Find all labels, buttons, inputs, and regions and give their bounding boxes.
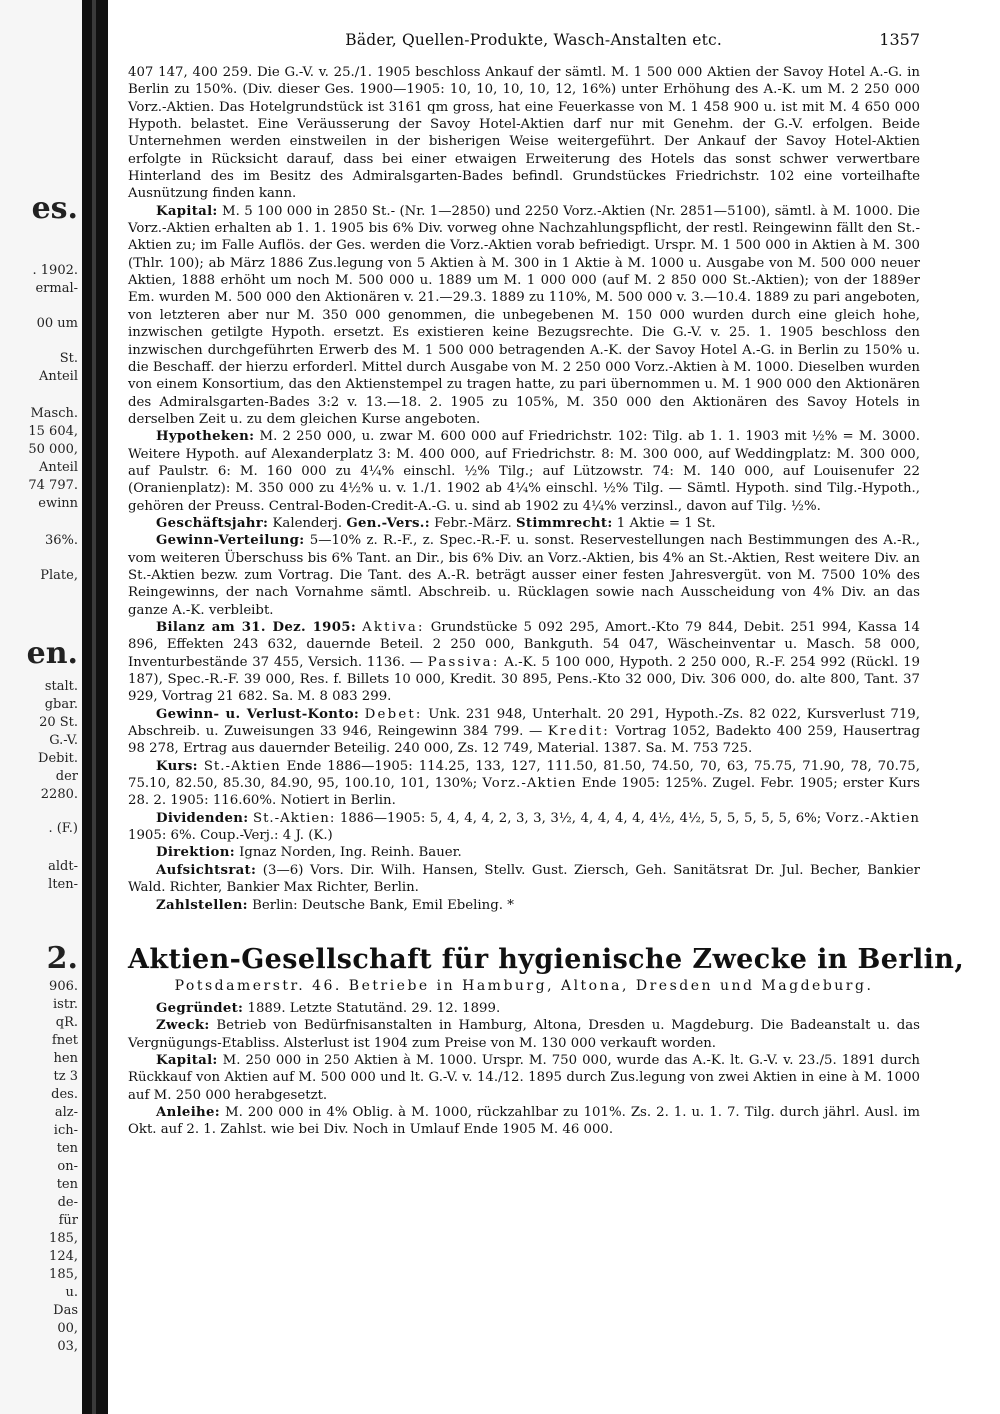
facing-page-text: de-	[57, 1195, 78, 1210]
bilanz-passiva-label: Passiva:	[427, 654, 500, 670]
facing-page-text: en.	[26, 636, 78, 671]
scan-gutter-line	[92, 0, 96, 1414]
guv-kredit-text: Vortrag 1052, Badekto 400 259, Hausertrag 98 278, Ertrag aus dauernder Beteilig. 240 000, Zs. 12 749, Material. 1387. Sa. M. 753 725.	[128, 724, 920, 757]
bilanz-label: Bilanz am 31. Dez. 1905:	[156, 620, 357, 635]
aufsichtsrat-text: (3—6) Vors. Dir. Wilh. Hansen, Stellv. Gust. Ziersch, Geh. Sanitätsrat Dr. Jul. Becher, Bankier Wald. Richter, Bankier Max Richter, Berlin.	[128, 862, 921, 896]
kurs-vorz-label: Vorz.-Aktien	[482, 776, 577, 792]
facing-page-text: Anteil	[39, 369, 78, 384]
facing-page-text: on-	[57, 1159, 78, 1174]
gewinnverteilung-paragraph	[128, 532, 920, 619]
facing-page-text: 124,	[49, 1249, 78, 1264]
kapital2-text: M. 250 000 in 250 Aktien à M. 1000. Urspr. M. 750 000, wurde das A.-K. lt. G.-V. v. 23./5. 1891 durch Rückkauf von Aktien auf M. 500 000 und lt. G.-V. v. 14./12. 1895 durch Zus.legung von zwei Aktien in eine à M. 1000 auf M. 250 000 herabgesetzt.	[128, 1052, 920, 1103]
facing-page-text: 2280.	[40, 787, 78, 802]
dividenden-st-text: 1886—1905: 5, 4, 4, 4, 2, 3, 3, 3½, 4, 4, 4, 4, 4½, 4½, 5, 5, 5, 5, 5, 6%;	[339, 810, 822, 826]
facing-page-text: fnet	[51, 1033, 78, 1048]
bilanz-passiva-text: A.-K. 5 100 000, Hypoth. 2 250 000, R.-F. 254 992 (Rückl. 19 187), Spec.-R.-F. 39 000, Res. f. Billets 10 000, Kredit. 30 895, Pens.-Kto 32 000, Div. 306 000, do. alte 800, Tant. 37 929, Vortrag 21 682. Sa. M. 8 083 299.	[128, 654, 920, 705]
section-hygienische-zwecke	[128, 1000, 920, 1139]
facing-page-text: 50 000,	[28, 442, 78, 457]
facing-page-text: tz 3	[53, 1069, 78, 1084]
kapital2-label: Kapital:	[156, 1052, 218, 1068]
section-admiralsgarten	[128, 64, 920, 914]
facing-page-text: 185,	[49, 1231, 78, 1246]
kapital2-paragraph	[128, 1052, 920, 1104]
dividenden-paragraph	[128, 810, 920, 845]
facing-page-text: lten-	[48, 877, 78, 892]
geschaeftsjahr-paragraph	[128, 515, 920, 532]
gewinnverteilung-label: Gewinn-Verteilung:	[156, 533, 305, 549]
dividenden-vorz-label: Vorz.-Aktien	[825, 810, 921, 826]
zweck-paragraph	[128, 1017, 920, 1052]
running-title: Bäder, Quellen-Produkte, Wasch-Anstalten etc.	[345, 31, 723, 49]
stimmrecht-text: 1 Aktie = 1 St.	[616, 515, 716, 531]
facing-page-text: 185,	[49, 1267, 78, 1282]
guv-label: Gewinn- u. Verlust-Konto:	[156, 706, 360, 722]
facing-page-text: St.	[59, 351, 78, 366]
zahlstellen-text: Berlin: Deutsche Bank, Emil Ebeling. *	[252, 897, 514, 913]
direktion-text: Ignaz Norden, Ing. Reinh. Bauer.	[239, 845, 462, 861]
facing-page-fragment	[0, 0, 82, 1414]
facing-page-text: 00,	[57, 1321, 78, 1336]
direktion-label: Direktion:	[156, 845, 235, 861]
facing-page-text: Masch.	[30, 406, 78, 421]
facing-page-text: 03,	[57, 1339, 78, 1354]
kurs-label: Kurs:	[156, 758, 198, 774]
dividenden-label: Dividenden:	[156, 810, 249, 826]
kurs-st-text: Ende 1886—1905: 114.25, 133, 127, 111.50, 81.50, 74.50, 70, 63, 75.75, 71.90, 78, 70.75, 75.10, 82.50, 85.30, 84.90, 95, 100.10, 101, 130%;	[128, 758, 920, 792]
facing-page-text: es.	[31, 191, 78, 226]
facing-page-text: ten	[56, 1141, 78, 1156]
kurs-paragraph	[128, 758, 920, 810]
direktion-paragraph	[128, 844, 920, 861]
gegruendet-label: Gegründet:	[156, 1000, 244, 1016]
hypotheken-paragraph	[128, 428, 920, 515]
kapital-text: M. 5 100 000 in 2850 St.- (Nr. 1—2850) und 2250 Vorz.-Aktien (Nr. 2851—5100), sämtl. à M. 1000. Die Vorz.-Aktien erhalten ab 1. 1. 1905 bis 6% Div. vorweg ohne Nachzahlungspflicht, der restl. Reingewinn fällt den St.-Aktien zu; im Falle Auflös. der Ges. werden die Vorz.-Aktien vorab befriedigt. Urspr. M. 1 500 000 in Aktien à M. 300 (Thlr. 100); ab März 1886 Zus.legung von 5 Aktien à M. 300 in 1 Aktie à M. 1000 u. Ausgabe von M. 500 000 neuer Aktien, 1888 erhöht um noch M. 500 000 u. 1889 um M. 1 000 000 (auf M. 2 850 000 St.-Aktien); von der 1889er Em. wurden M. 500 000 den Aktionären v. 21.—29.3. 1889 zu 110%, M. 500 000 v. 3.—10.4. 1889 zu pari angeboten, von letzteren aber nur M. 350 000 genommen, die unbegebenen M. 150 000 wurden durch eine gleich hohe, inzwischen getilgte Hypoth. ersetzt. Es existieren keine Bezugsrechte. Die G.-V. v. 25. 1. 1905 beschloss den inzwischen durchgeführten Erwerb des M. 1 500 000 betragenden A.-K. der Savoy Hotel A.-G. in Berlin zu 150% u. die Beschaff. der hierzu erforderl. Mittel durch Ausgabe von M. 2 250 000 Vorz.-Aktien à M. 1000. Dieselben wurden von einem Konsortium, das den Aktienstempel zu tragen hatte, zu pari übernommen u. M. 1 900 000 den Aktionären des Admiralsgarten-Bades 3:2 v. 13.—18. 2. 1905 zu 105%, M. 350 000 den Aktionären des Savoy Hotels in derselben Zeit u. zu dem gleichen Kurse angeboten.	[128, 203, 920, 427]
dividenden-st-label: St.-Aktien:	[252, 810, 336, 826]
zahlstellen-label: Zahlstellen:	[156, 897, 248, 913]
dividenden-vorz-text: 1905: 6%. Coup.-Verj.: 4 J. (K.)	[128, 828, 333, 844]
guv-kredit-label: Kredit:	[547, 724, 610, 740]
zweck-text: Betrieb von Bedürfnisanstalten in Hamburg, Altona, Dresden u. Magdeburg. Die Badeanstalt u. das Vergnügungs-Etabliss. Alsterlust ist 1904 zum Preise von M. 130 000 verkauft worden.	[128, 1018, 920, 1051]
genvers-label: Gen.-Vers.:	[346, 515, 430, 531]
facing-page-text: 15 604,	[28, 424, 78, 439]
company-title: Aktien-Gesellschaft für hygienische Zwecke in Berlin,	[128, 943, 965, 975]
facing-page-text: des.	[51, 1087, 78, 1102]
facing-page-text: u.	[65, 1285, 78, 1300]
facing-page-text: der	[55, 769, 78, 784]
anleihe-text: M. 200 000 in 4% Oblig. à M. 1000, rückzahlbar zu 101%. Zs. 2. 1. u. 1. 7. Tilg. durch jährl. Ausl. im Okt. auf 2. 1. Zahlst. wie bei Div. Noch in Umlauf Ende 1905 M. 46 000.	[128, 1104, 921, 1138]
genvers-text: Febr.-März.	[434, 515, 512, 531]
facing-page-text: qR.	[55, 1015, 78, 1030]
bilanz-aktiva-text: Grundstücke 5 092 295, Amort.-Kto 79 844, Debit. 251 994, Kassa 14 896, Effekten 243 632, dauernde Beteil. 2 250 000, Bankguth. 54 047, Wäscheinventar u. Masch. 58 000, Inventurbestände 37 455, Versich. 1136. —	[128, 620, 920, 670]
gegruendet-text: 1889. Letzte Statutänd. 29. 12. 1899.	[247, 1000, 501, 1016]
page	[128, 30, 965, 1139]
facing-page-text: G.-V.	[49, 733, 78, 748]
facing-page-text: hen	[53, 1051, 78, 1066]
facing-page-text: ten	[56, 1177, 78, 1192]
guv-debet-text: Unk. 231 948, Unterhalt. 20 291, Hypoth.-Zs. 82 022, Kursverlust 719, Abschreib. u. Zuweisungen 33 946, Reingewinn 384 799. —	[128, 706, 920, 740]
facing-page-text: . 1902.	[32, 263, 78, 278]
facing-page-text: Das	[53, 1303, 78, 1318]
facing-page-text: stalt.	[44, 679, 78, 694]
guv-debet-label: Debet:	[364, 706, 423, 722]
page-header	[128, 30, 920, 64]
hypotheken-text: M. 2 250 000, u. zwar M. 600 000 auf Friedrichstr. 102: Tilg. ab 1. 1. 1903 mit ½% = M. 3000. Weitere Hypoth. auf Alexanderplatz 3: M. 400 000, auf Friedrichstr. 8: M. 300 000, auf Weddingplatz: M. 300 000, auf Paulstr. 6: M. 160 000 zu 4¼% einschl. ½% Tilg.; auf Lützowstr. 74: M. 140 000, auf Louisenufer 22 (Oranienplatz): M. 350 000 zu 4½% u. v. 1./1. 1902 ab 4¼% einschl. ½% Tilg. — Sämtl. Hypoth. sind Tilg.-Hypoth., gehören der Preuss. Central-Boden-Credit-A.-G. u. sind ab 1902 zu 4¼% verzinsl., davon auf Tilg. ½%.	[128, 429, 920, 514]
facing-page-text: 2.	[46, 941, 78, 976]
bilanz-paragraph	[128, 619, 920, 706]
bilanz-aktiva-label: Aktiva:	[362, 620, 425, 635]
geschaeftsjahr-text: Kalenderj.	[272, 515, 343, 531]
facing-page-text: Plate,	[40, 568, 78, 583]
company-address: Potsdamerstr. 46. Betriebe in Hamburg, Altona, Dresden und Magdeburg.	[174, 977, 874, 994]
kurs-vorz-text: Ende 1905: 125%. Zugel. Febr. 1905; erster Kurs 28. 2. 1905: 116.60%. Notiert in Berlin.	[128, 776, 920, 809]
facing-page-text: 74 797.	[28, 478, 78, 493]
facing-page-text: istr.	[53, 997, 78, 1012]
kapital-paragraph	[128, 203, 920, 428]
stimmrecht-label: Stimmrecht:	[516, 515, 613, 531]
aufsichtsrat-paragraph	[128, 862, 920, 897]
hypotheken-label: Hypotheken:	[156, 429, 255, 445]
facing-page-text: Anteil	[39, 460, 78, 475]
facing-page-text: alz-	[54, 1105, 78, 1120]
facing-page-text: 20 St.	[39, 715, 78, 730]
intro-paragraph: 407 147, 400 259. Die G.-V. v. 25./1. 1905 beschloss Ankauf der sämtl. M. 1 500 000 Aktien der Savoy Hotel A.-G. in Berlin zu 150%. (Div. dieser Ges. 1900—1905: 10, 10, 10, 10, 12, 16%) unter Erhöhung des A.-K. um M. 2 250 000 Vorz.-Aktien. Das Hotelgrundstück ist 3161 qm gross, hat eine Feuerkasse von M. 1 458 900 u. ist mit M. 4 650 000 Hypoth. belastet. Eine Veräusserung der Savoy Hotel-Aktien darf nur mit Genehm. der G.-V. erfolgen. Beide Unternehmen werden einstweilen in der bisherigen Weise weitergeführt. Der Ankauf der Savoy Hotel-Aktien erfolgte in Rücksicht darauf, dass bei einer etwaigen Erweiterung des Hotels das sonst schwer verwertbare Hinterland des im Besitz des Admiralsgarten-Bades befindl. Grundstückes Friedrichstr. 102 eine vorteilhafte Ausnützung finden kann.	[128, 65, 920, 202]
facing-page-text: . (F.)	[48, 821, 78, 836]
aufsichtsrat-label: Aufsichtsrat:	[156, 862, 257, 878]
facing-page-text: ermal-	[35, 281, 78, 296]
facing-page-text: gbar.	[44, 697, 78, 712]
facing-page-text: ewinn	[38, 496, 78, 511]
facing-page-text: 36%.	[44, 533, 78, 548]
facing-page-text: Debit.	[38, 751, 78, 766]
anleihe-paragraph	[128, 1104, 920, 1139]
facing-page-text: 00 um	[36, 316, 78, 331]
anleihe-label: Anleihe:	[156, 1104, 220, 1120]
guv-paragraph	[128, 706, 920, 758]
zahlstellen-paragraph	[128, 897, 920, 914]
facing-page-text: 906.	[49, 979, 78, 994]
geschaeftsjahr-label: Geschäftsjahr:	[156, 515, 269, 531]
gegruendet-paragraph	[128, 1000, 920, 1017]
gewinnverteilung-text: 5—10% z. R.-F., z. Spec.-R.-F. u. sonst. Reservestellungen nach Bestimmungen des A.-R., vom weiteren Überschuss bis 6% Tant. an Dir., bis 6% Div. an Vorz.-Aktien, bis 4% an St.-Aktien, Rest weitere Div. an St.-Aktien bezw. zum Vortrag. Die Tant. des A.-R. beträgt ausser einer festen Jahresvergüt. von M. 7500 10% des Reingewinns, der nach Vornahme sämtl. Abschreib. u. Rücklagen sowie nach Ausscheidung von 4% Div. an das ganze A.-K. verbleibt.	[128, 533, 920, 618]
page-number: 1357	[879, 30, 920, 49]
kurs-st-label: St.-Aktien	[203, 758, 281, 774]
zweck-label: Zweck:	[156, 1018, 210, 1034]
facing-page-text: ich-	[53, 1123, 78, 1138]
facing-page-text: für	[58, 1213, 78, 1228]
facing-page-text: aldt-	[48, 859, 78, 874]
kapital-label: Kapital:	[156, 203, 218, 219]
